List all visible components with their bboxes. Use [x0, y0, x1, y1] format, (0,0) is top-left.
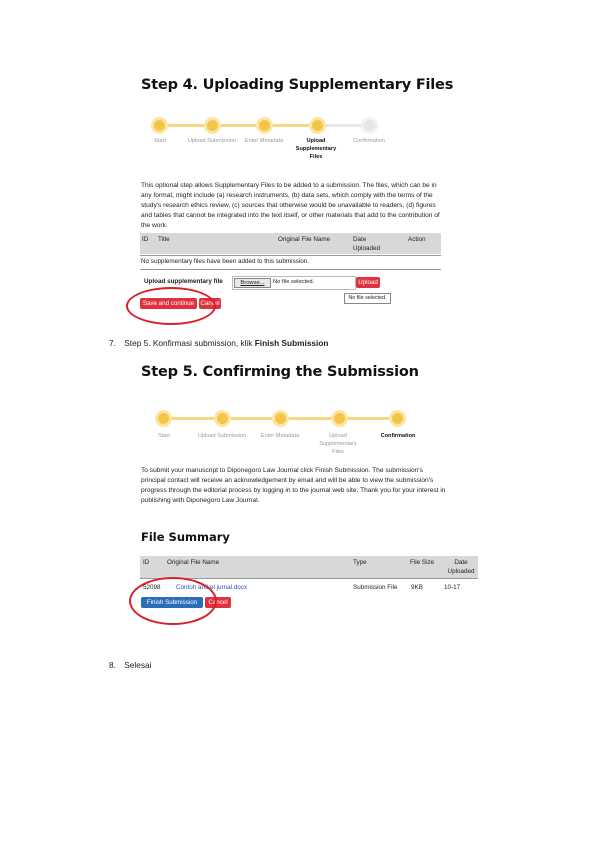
step-label-upload-submission: Upload Submission	[187, 138, 237, 144]
cancel-button[interactable]: Cancel	[200, 300, 220, 307]
no-file-tooltip: No file selected.	[344, 293, 391, 304]
step-dot-confirmation	[392, 413, 403, 424]
list-text: Step 5. Konfirmasi submission, klik	[124, 338, 255, 348]
list-item-8	[109, 660, 151, 670]
row-file-link[interactable]: Contoh artikel jurnal.docx	[176, 584, 248, 591]
finish-submission-button[interactable]: Finish Submission	[141, 597, 203, 608]
table-divider	[140, 255, 441, 256]
step4-title: Step 4. Uploading Supplementary Files	[141, 77, 454, 93]
step-label-supplementary: Upload Supplementary Files	[295, 138, 337, 160]
col-original-file-name: Original File Name	[167, 559, 220, 566]
step-label-confirmation: Confirmation	[353, 138, 385, 144]
col-original-file-name: Original File Name	[278, 236, 331, 243]
file-summary-title: File Summary	[141, 530, 230, 544]
table-divider	[140, 269, 441, 270]
list-item-7	[109, 338, 329, 348]
upload-supplementary-label: Upload supplementary file	[144, 278, 223, 285]
progress-bar-filled	[159, 124, 317, 127]
list-text: Selesai	[124, 660, 152, 670]
file-input[interactable]	[232, 276, 356, 290]
col-file-size: File Size	[410, 559, 435, 566]
row-id: 52098	[143, 584, 161, 591]
step-dot-supplementary	[312, 120, 323, 131]
step-label-enter-metadata: Enter Metadata	[244, 138, 284, 144]
step5-title: Step 5. Confirming the Submission	[141, 364, 419, 380]
col-date-uploaded: Date Uploaded	[353, 236, 380, 252]
progress-bar-empty	[317, 124, 370, 127]
col-type: Type	[353, 559, 367, 566]
step4-progress-tracker	[140, 112, 445, 172]
row-size: 9KB	[411, 584, 423, 591]
step-dot-enter-metadata	[259, 120, 270, 131]
step-dot-start	[158, 413, 169, 424]
step-dot-upload-submission	[217, 413, 228, 424]
step-dot-enter-metadata	[275, 413, 286, 424]
step-label-confirmation: Confirmation	[380, 433, 416, 439]
upload-button[interactable]: Upload	[356, 277, 380, 288]
col-id: ID	[143, 559, 150, 566]
col-title: Title	[158, 236, 170, 243]
step-label-upload-submission: Upload Submission	[197, 433, 247, 439]
step5-progress-tracker	[140, 408, 445, 468]
row-type: Submission File	[353, 584, 398, 591]
step-dot-supplementary	[334, 413, 345, 424]
step-dot-start	[154, 120, 165, 131]
step-dot-confirmation	[364, 120, 375, 131]
row-date: 10-17	[444, 584, 461, 591]
step4-description: This optional step allows Supplementary Files to be added to a submission. The files, which can be in any format, might include (a) research instruments, (b) data sets, which comply with the terms of the study's research ethics review, (c) sources that otherwise would be unavailable to readers, (d) figures and tables that cannot be integrated into the text itself, or other materials that add to the contribution of the work.	[141, 182, 440, 229]
col-id: ID	[142, 236, 149, 243]
list-number: 7.	[109, 338, 116, 348]
file-summary-table-header	[140, 556, 478, 578]
col-date-uploaded: Date Uploaded	[447, 559, 475, 575]
list-text-bold: Finish Submission	[254, 338, 329, 348]
highlight-circle	[129, 577, 217, 625]
list-number: 8.	[109, 660, 116, 670]
save-and-continue-button[interactable]: Save and continue	[140, 298, 197, 309]
step-label-supplementary: Upload Supplementary Files	[319, 433, 357, 455]
no-file-text: No file selected.	[273, 279, 315, 285]
browse-button[interactable]: Browse...	[234, 278, 271, 288]
cancel-button[interactable]: Cancel	[205, 597, 231, 608]
highlight-circle	[126, 287, 216, 325]
step4-table-header	[140, 233, 441, 254]
step-label-enter-metadata: Enter Metadata	[260, 433, 300, 439]
step5-description: To submit your manuscript to Diponegoro Law Journal click Finish Submission. The submission's principal contact will receive an acknowledgement by email and will be able to view the submission's progress through the editorial process by logging in to the journal web site. Thank you for your interest in publishing with Diponegoro Law Journal.	[141, 467, 446, 504]
col-action: Action	[408, 236, 426, 243]
step-dot-upload-submission	[207, 120, 218, 131]
step-label-start: Start	[158, 433, 170, 439]
step-label-start: Start	[154, 138, 166, 144]
empty-table-message: No supplementary files have been added to this submission.	[141, 258, 310, 265]
